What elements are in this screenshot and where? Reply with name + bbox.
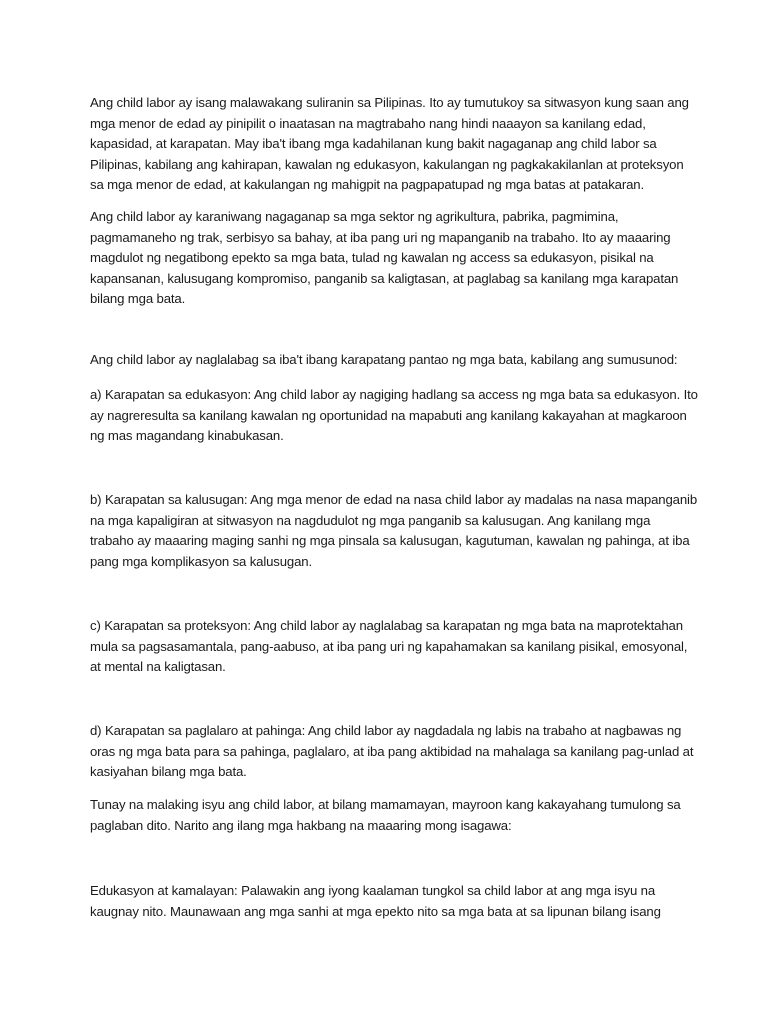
text-line: pagmamaneho ng trak, serbisyo sa bahay, at iba pang uri ng mapanganib na trabaho. Ito ay maaaring <box>90 229 671 245</box>
paragraph-call-to-action <box>90 795 690 836</box>
text-line: a) Karapatan sa edukasyon: Ang child labor ay nagiging hadlang sa access ng mga bata sa edukasyon. Ito <box>90 387 698 402</box>
text-line: bilang mga bata. <box>90 291 186 306</box>
text-line: kasiyahan bilang mga bata. <box>90 764 247 779</box>
text-line: oras ng mga bata para sa pahinga, paglalaro, at iba pang aktibidad na mahalaga sa kanilang pag-unlad at <box>90 743 694 759</box>
text-line: Tunay na malaking isyu ang child labor, at bilang mamamayan, mayroon kang kakayahang tumulong sa <box>90 797 681 812</box>
text-line: kapansanan, kalusugang kompromiso, panganib sa kaligtasan, at paglabag sa kanilang mga karapatan <box>90 270 679 286</box>
text-line: Edukasyon at kamalayan: Palawakin ang iyong kaalaman tungkol sa child labor at ang mga isyu na <box>90 883 656 898</box>
text-line: mula sa pagsasamantala, pang-aabuso, at iba pang uri ng kapahamakan sa kanilang pisikal, emosyonal, <box>90 638 688 654</box>
text-line: at mental na kaligtasan. <box>90 659 226 674</box>
paragraph-rights-intro <box>90 350 690 371</box>
text-line: ng mas magandang kinabukasan. <box>90 428 284 443</box>
text-line: na mga kapaligiran at sitwasyon na nagdudulot ng mga panganib sa kalusugan. Ang kanilang mga <box>90 512 651 528</box>
text-line: Pilipinas, kabilang ang kahirapan, kawalan ng edukasyon, kakulangan ng pagkakakilanlan at proteksyon <box>90 156 684 172</box>
text-line: b) Karapatan sa kalusugan: Ang mga menor de edad na nasa child labor ay madalas na nasa mapanganib <box>90 492 697 507</box>
paragraph-right-education <box>90 385 698 447</box>
text-line: Ang child labor ay karaniwang nagaganap sa mga sektor ng agrikultura, pabrika, pagmimina, <box>90 209 619 224</box>
text-line: c) Karapatan sa proteksyon: Ang child labor ay naglalabag sa karapatan ng mga bata na maprotektahan <box>90 618 683 633</box>
text-line: trabaho ay maaaring maging sanhi ng mga pinsala sa kalusugan, kagutuman, kawalan ng pahinga, at iba <box>90 533 690 548</box>
paragraph-education-awareness <box>90 881 690 922</box>
text-line: pang mga komplikasyon sa kalusugan. <box>90 553 313 569</box>
text-line: d) Karapatan sa paglalaro at pahinga: Ang child labor ay nagdadala ng labis na trabaho at nagbawas ng <box>90 723 682 738</box>
text-line: sa mga menor de edad, at kakulangan ng mahigpit na pagpapatupad ng mga batas at patakaran. <box>90 177 644 192</box>
text-line: mga menor de edad ay pinipilit o inaatasan na magtrabaho nang hindi naaayon sa kanilang edad, <box>90 115 646 131</box>
text-line: magdulot ng negatibong epekto sa mga bata, tulad ng kawalan ng access sa edukasyon, pisikal na <box>90 250 654 265</box>
paragraph-sectors <box>90 207 690 310</box>
text-line: Ang child labor ay isang malawakang suliranin sa Pilipinas. Ito ay tumutukoy sa sitwasyon kung saan ang <box>90 95 689 110</box>
text-line: paglaban dito. Narito ang ilang mga hakbang na maaaring mong isagawa: <box>90 817 512 833</box>
paragraph-right-protection <box>90 616 690 678</box>
text-line: kapasidad, at karapatan. May iba't ibang mga kadahilanan kung bakit nagaganap ang child labor sa <box>90 136 657 151</box>
paragraph-right-play-rest <box>90 721 694 783</box>
paragraph-right-health <box>90 490 697 572</box>
text-line: Ang child labor ay naglalabag sa iba't ibang karapatang pantao ng mga bata, kabilang ang sumusunod: <box>90 352 678 367</box>
text-line: ay nagreresulta sa kanilang kawalan ng oportunidad na mapabuti ang kanilang kakayahan at magkaroon <box>90 407 687 423</box>
text-line: kaugnay nito. Maunawaan ang mga sanhi at mga epekto nito sa mga bata at sa lipunan bilang isang <box>90 903 661 919</box>
paragraph-intro <box>90 93 690 196</box>
